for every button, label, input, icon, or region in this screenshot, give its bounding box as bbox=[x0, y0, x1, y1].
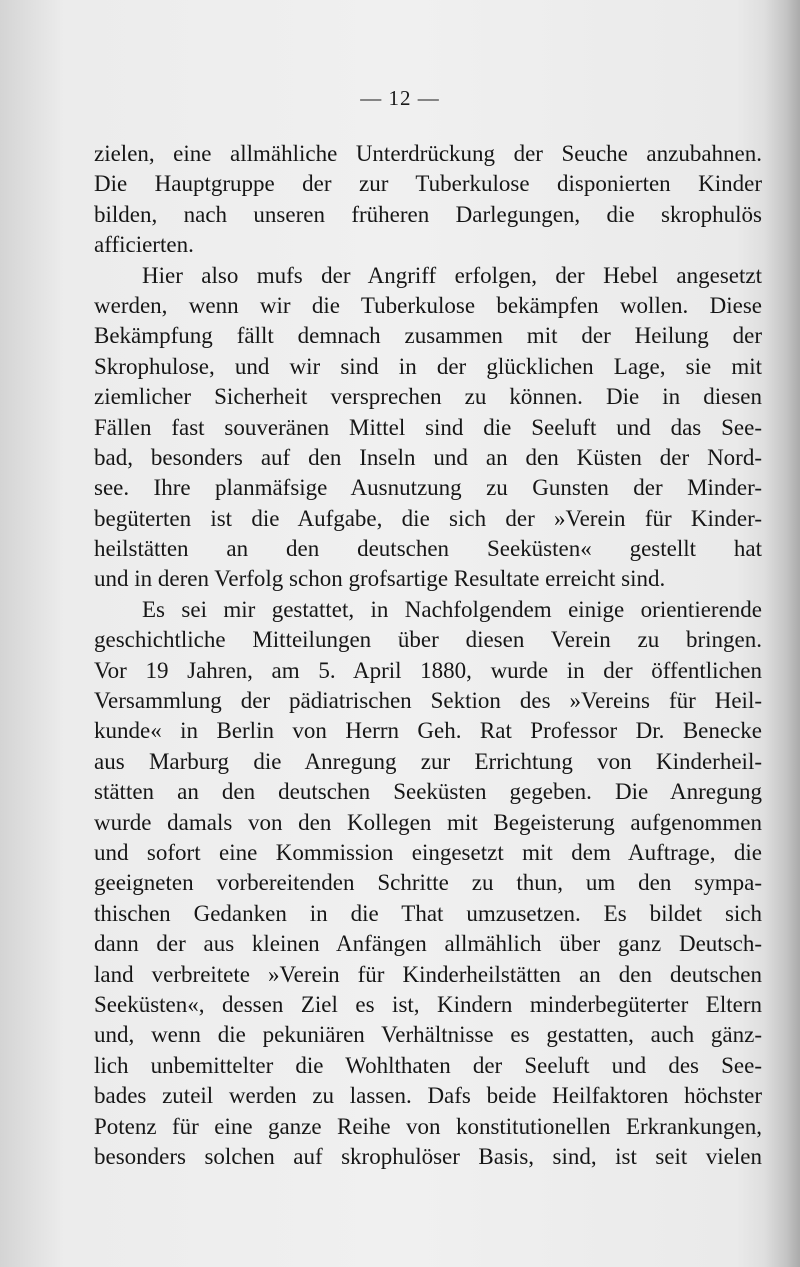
page-edge-shadow bbox=[764, 0, 800, 1267]
text-line: thischen Gedanken in die That umzusetzen. Es bildet sich bbox=[94, 900, 762, 926]
text-line: aus Marburg die Anregung zur Errichtung von Kinderheil- bbox=[94, 748, 762, 774]
body-text bbox=[94, 139, 762, 1172]
text-line: land verbreitete »Verein für Kinderheilstätten an den deutschen bbox=[94, 961, 762, 987]
text-line: begüterten ist die Aufgabe, die sich der »Verein für Kinder- bbox=[94, 505, 762, 531]
text-line: see. Ihre planmäfsige Ausnutzung zu Gunsten der Minder- bbox=[94, 475, 762, 501]
text-line: geschichtliche Mitteilungen über diesen Verein zu bringen. bbox=[94, 627, 762, 653]
text-line: Vor 19 Jahren, am 5. April 1880, wurde in der öffentlichen bbox=[94, 657, 762, 683]
text-line: lich unbemittelter die Wohlthaten der Seeluft und des See- bbox=[94, 1052, 762, 1078]
text-line: Potenz für eine ganze Reihe von konstitutionellen Erkrankungen, bbox=[94, 1113, 762, 1139]
text-line: wurde damals von den Kollegen mit Begeisterung aufgenommen bbox=[94, 809, 762, 835]
text-line: heilstätten an den deutschen Seeküsten« gestellt hat bbox=[94, 536, 762, 562]
text-line: Skrophulose, und wir sind in der glücklichen Lage, sie mit bbox=[94, 353, 762, 379]
text-line: stätten an den deutschen Seeküsten gegeben. Die Anregung bbox=[94, 779, 762, 805]
page-number: — 12 — bbox=[360, 86, 440, 110]
text-line: Bekämpfung fällt demnach zusammen mit der Heilung der bbox=[94, 323, 762, 349]
text-line: bades zuteil werden zu lassen. Dafs beide Heilfaktoren höchster bbox=[94, 1083, 762, 1109]
text-line: bad, besonders auf den Inseln und an den Küsten der Nord- bbox=[94, 444, 762, 470]
text-line: Versammlung der pädiatrischen Sektion des »Vereins für Heil- bbox=[94, 688, 762, 714]
text-line: und sofort eine Kommission eingesetzt mit dem Auftrage, die bbox=[94, 839, 762, 865]
text-line: dann der aus kleinen Anfängen allmählich über ganz Deutsch- bbox=[94, 931, 762, 957]
text-line: ziemlicher Sicherheit versprechen zu können. Die in diesen bbox=[94, 384, 762, 410]
text-line: und, wenn die pekuniären Verhältnisse es gestatten, auch gänz- bbox=[94, 1022, 762, 1048]
text-line: geeigneten vorbereitenden Schritte zu thun, um den sympa- bbox=[94, 870, 762, 896]
text-line: werden, wenn wir die Tuberkulose bekämpfen wollen. Diese bbox=[94, 292, 762, 318]
text-line: bilden, nach unseren früheren Darlegungen, die skrophulös bbox=[94, 201, 762, 227]
text-line: kunde« in Berlin von Herrn Geh. Rat Professor Dr. Benecke bbox=[94, 718, 762, 744]
text-line: zielen, eine allmähliche Unterdrückung der Seuche anzubahnen. bbox=[94, 141, 762, 166]
text-line: Hier also mufs der Angriff erfolgen, der Hebel angesetzt bbox=[142, 262, 762, 288]
text-line: und in deren Verfolg schon grofsartige Resultate erreicht sind. bbox=[94, 566, 666, 592]
text-line: besonders solchen auf skrophulöser Basis, sind, ist seit vielen bbox=[94, 1143, 762, 1169]
text-line: Seeküsten«, dessen Ziel es ist, Kindern minderbegüterter Eltern bbox=[94, 991, 762, 1017]
text-line: Es sei mir gestattet, in Nachfolgendem einige orientierende bbox=[142, 596, 762, 622]
text-line: afficierten. bbox=[94, 232, 194, 258]
text-line: Die Hauptgruppe der zur Tuberkulose disponierten Kinder bbox=[94, 171, 762, 197]
text-line: Fällen fast souveränen Mittel sind die Seeluft und das See- bbox=[94, 414, 762, 440]
